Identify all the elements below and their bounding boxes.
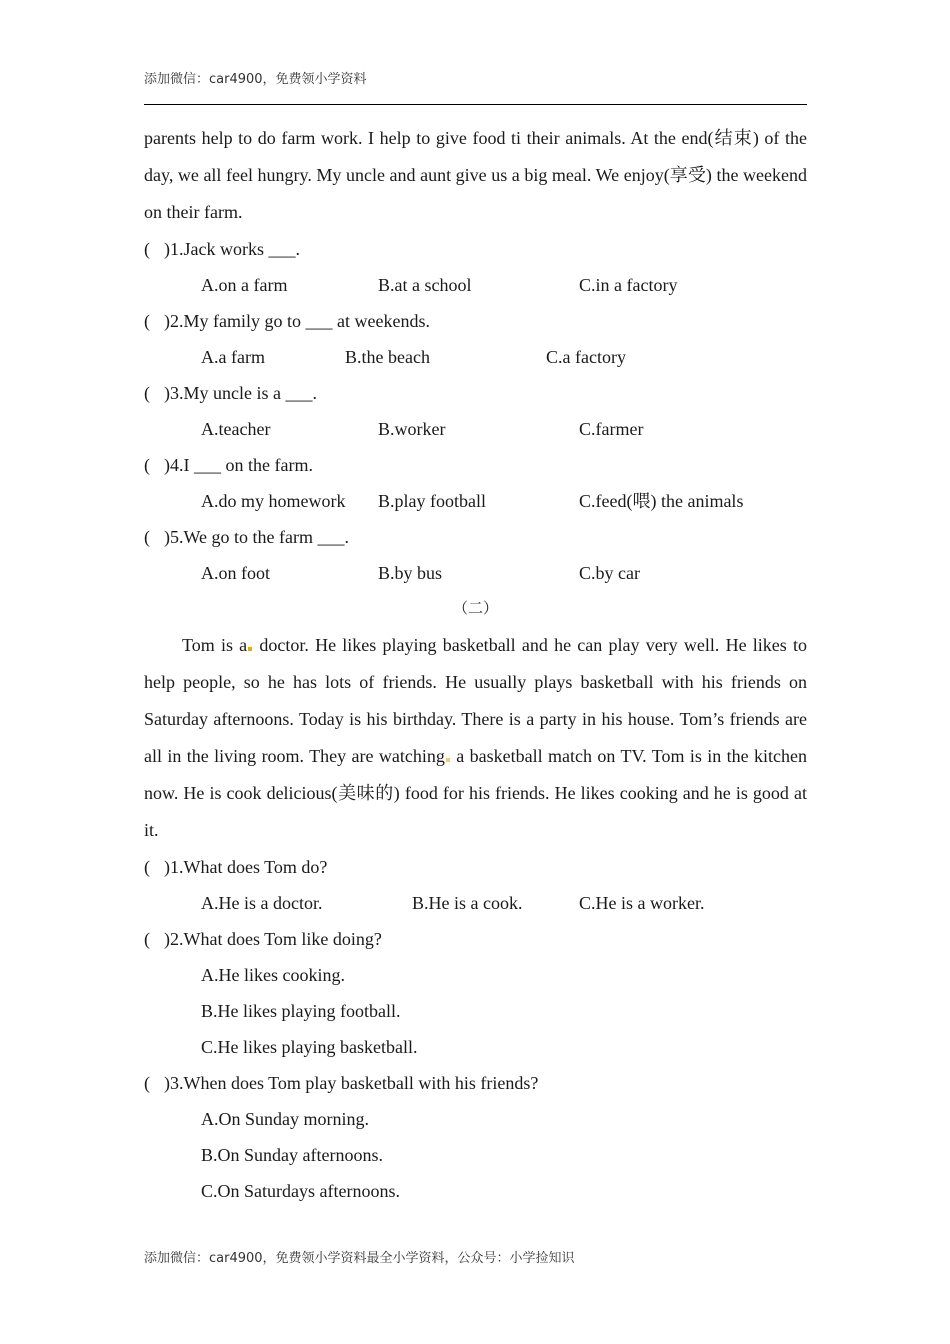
question-1-5: ( )5.We go to the farm ___.	[144, 527, 350, 547]
option-b[interactable]: B.by bus	[378, 563, 443, 583]
page-header: 添加微信：car4900，免费领小学资料	[144, 72, 367, 87]
passage-1: parents help to do farm work. I help to give food ti their animals. At the end(结束) of the day, we all feel hungry. My uncle and aunt give us a big meal. We enjoy(享受) the weekend on their farm.	[144, 128, 807, 222]
option-a[interactable]: A.do my homework	[201, 491, 346, 511]
option-b[interactable]: B.worker	[378, 419, 446, 439]
page-footer: 添加微信：car4900，免费领小学资料最全小学资料，公众号：小学捡知识	[144, 1251, 575, 1266]
option-a[interactable]: A.He likes cooking.	[201, 965, 345, 985]
worksheet-content	[144, 120, 807, 1209]
option-b[interactable]: B.He likes playing football.	[201, 1001, 401, 1021]
question-1-3-options	[144, 411, 807, 447]
option-c[interactable]: C.feed(喂) the animals	[579, 491, 744, 511]
question-1-1: ( )1.Jack works ___.	[144, 239, 300, 259]
option-b[interactable]: B.play football	[378, 491, 486, 511]
question-stem: )3.When does Tom play basketball with his friends?	[164, 1073, 539, 1093]
question-stem: )5.We go to the farm ___.	[164, 527, 350, 547]
header-rule	[144, 104, 807, 105]
option-a[interactable]: A.On Sunday morning.	[201, 1109, 369, 1129]
question-1-5-options	[144, 555, 807, 591]
option-a[interactable]: A.on foot	[201, 563, 270, 583]
section-2-title: （二）	[452, 601, 498, 617]
question-stem: )1.What does Tom do?	[164, 857, 328, 877]
option-a[interactable]: A.a farm	[201, 347, 265, 367]
question-1-2-options	[144, 339, 807, 375]
question-2-3: ( )3.When does Tom play basketball with his friends?	[144, 1073, 539, 1093]
option-c[interactable]: C.in a factory	[579, 275, 678, 295]
question-2-2: ( )2.What does Tom like doing?	[144, 929, 382, 949]
passage-2: Tom is a doctor. He likes playing basketball and he can play very well. He likes to help people, so he has lots of friends. He usually plays basketball with his friends on Saturday afternoons. Today is his birthday. There is a party in his house. Tom’s friends are all in the living room. They are watching a basketball match on TV. Tom is in the kitchen now. He is cook delicious(美味的) food for his friends. He likes cooking and he is good at it.	[144, 635, 808, 840]
question-1-2: ( )2.My family go to ___ at weekends.	[144, 311, 430, 331]
option-c[interactable]: C.by car	[579, 563, 640, 583]
question-2-1-options	[144, 885, 807, 921]
option-c[interactable]: C.On Saturdays afternoons.	[201, 1181, 400, 1201]
question-stem: )3.My uncle is a ___.	[164, 383, 317, 403]
option-c[interactable]: C.He is a worker.	[579, 893, 705, 913]
question-2-1: ( )1.What does Tom do?	[144, 857, 328, 877]
marker-dot	[446, 758, 450, 762]
option-b[interactable]: B.He is a cook.	[412, 893, 523, 913]
option-c[interactable]: C.a factory	[546, 347, 626, 367]
option-b[interactable]: B.On Sunday afternoons.	[201, 1145, 383, 1165]
option-a[interactable]: A.He is a doctor.	[201, 893, 323, 913]
question-stem: )2.What does Tom like doing?	[164, 929, 382, 949]
question-stem: )4.I ___ on the farm.	[164, 455, 313, 475]
option-a[interactable]: A.on a farm	[201, 275, 288, 295]
question-1-4-options	[144, 483, 807, 519]
question-stem: )2.My family go to ___ at weekends.	[164, 311, 430, 331]
option-b[interactable]: B.the beach	[345, 347, 430, 367]
option-c[interactable]: C.farmer	[579, 419, 644, 439]
question-1-3: ( )3.My uncle is a ___.	[144, 383, 317, 403]
option-c[interactable]: C.He likes playing basketball.	[201, 1037, 418, 1057]
marker-dot	[248, 647, 252, 651]
question-stem: )1.Jack works ___.	[164, 239, 300, 259]
option-b[interactable]: B.at a school	[378, 275, 472, 295]
question-1-1-options	[144, 267, 807, 303]
question-1-4: ( )4.I ___ on the farm.	[144, 455, 313, 475]
option-a[interactable]: A.teacher	[201, 419, 271, 439]
